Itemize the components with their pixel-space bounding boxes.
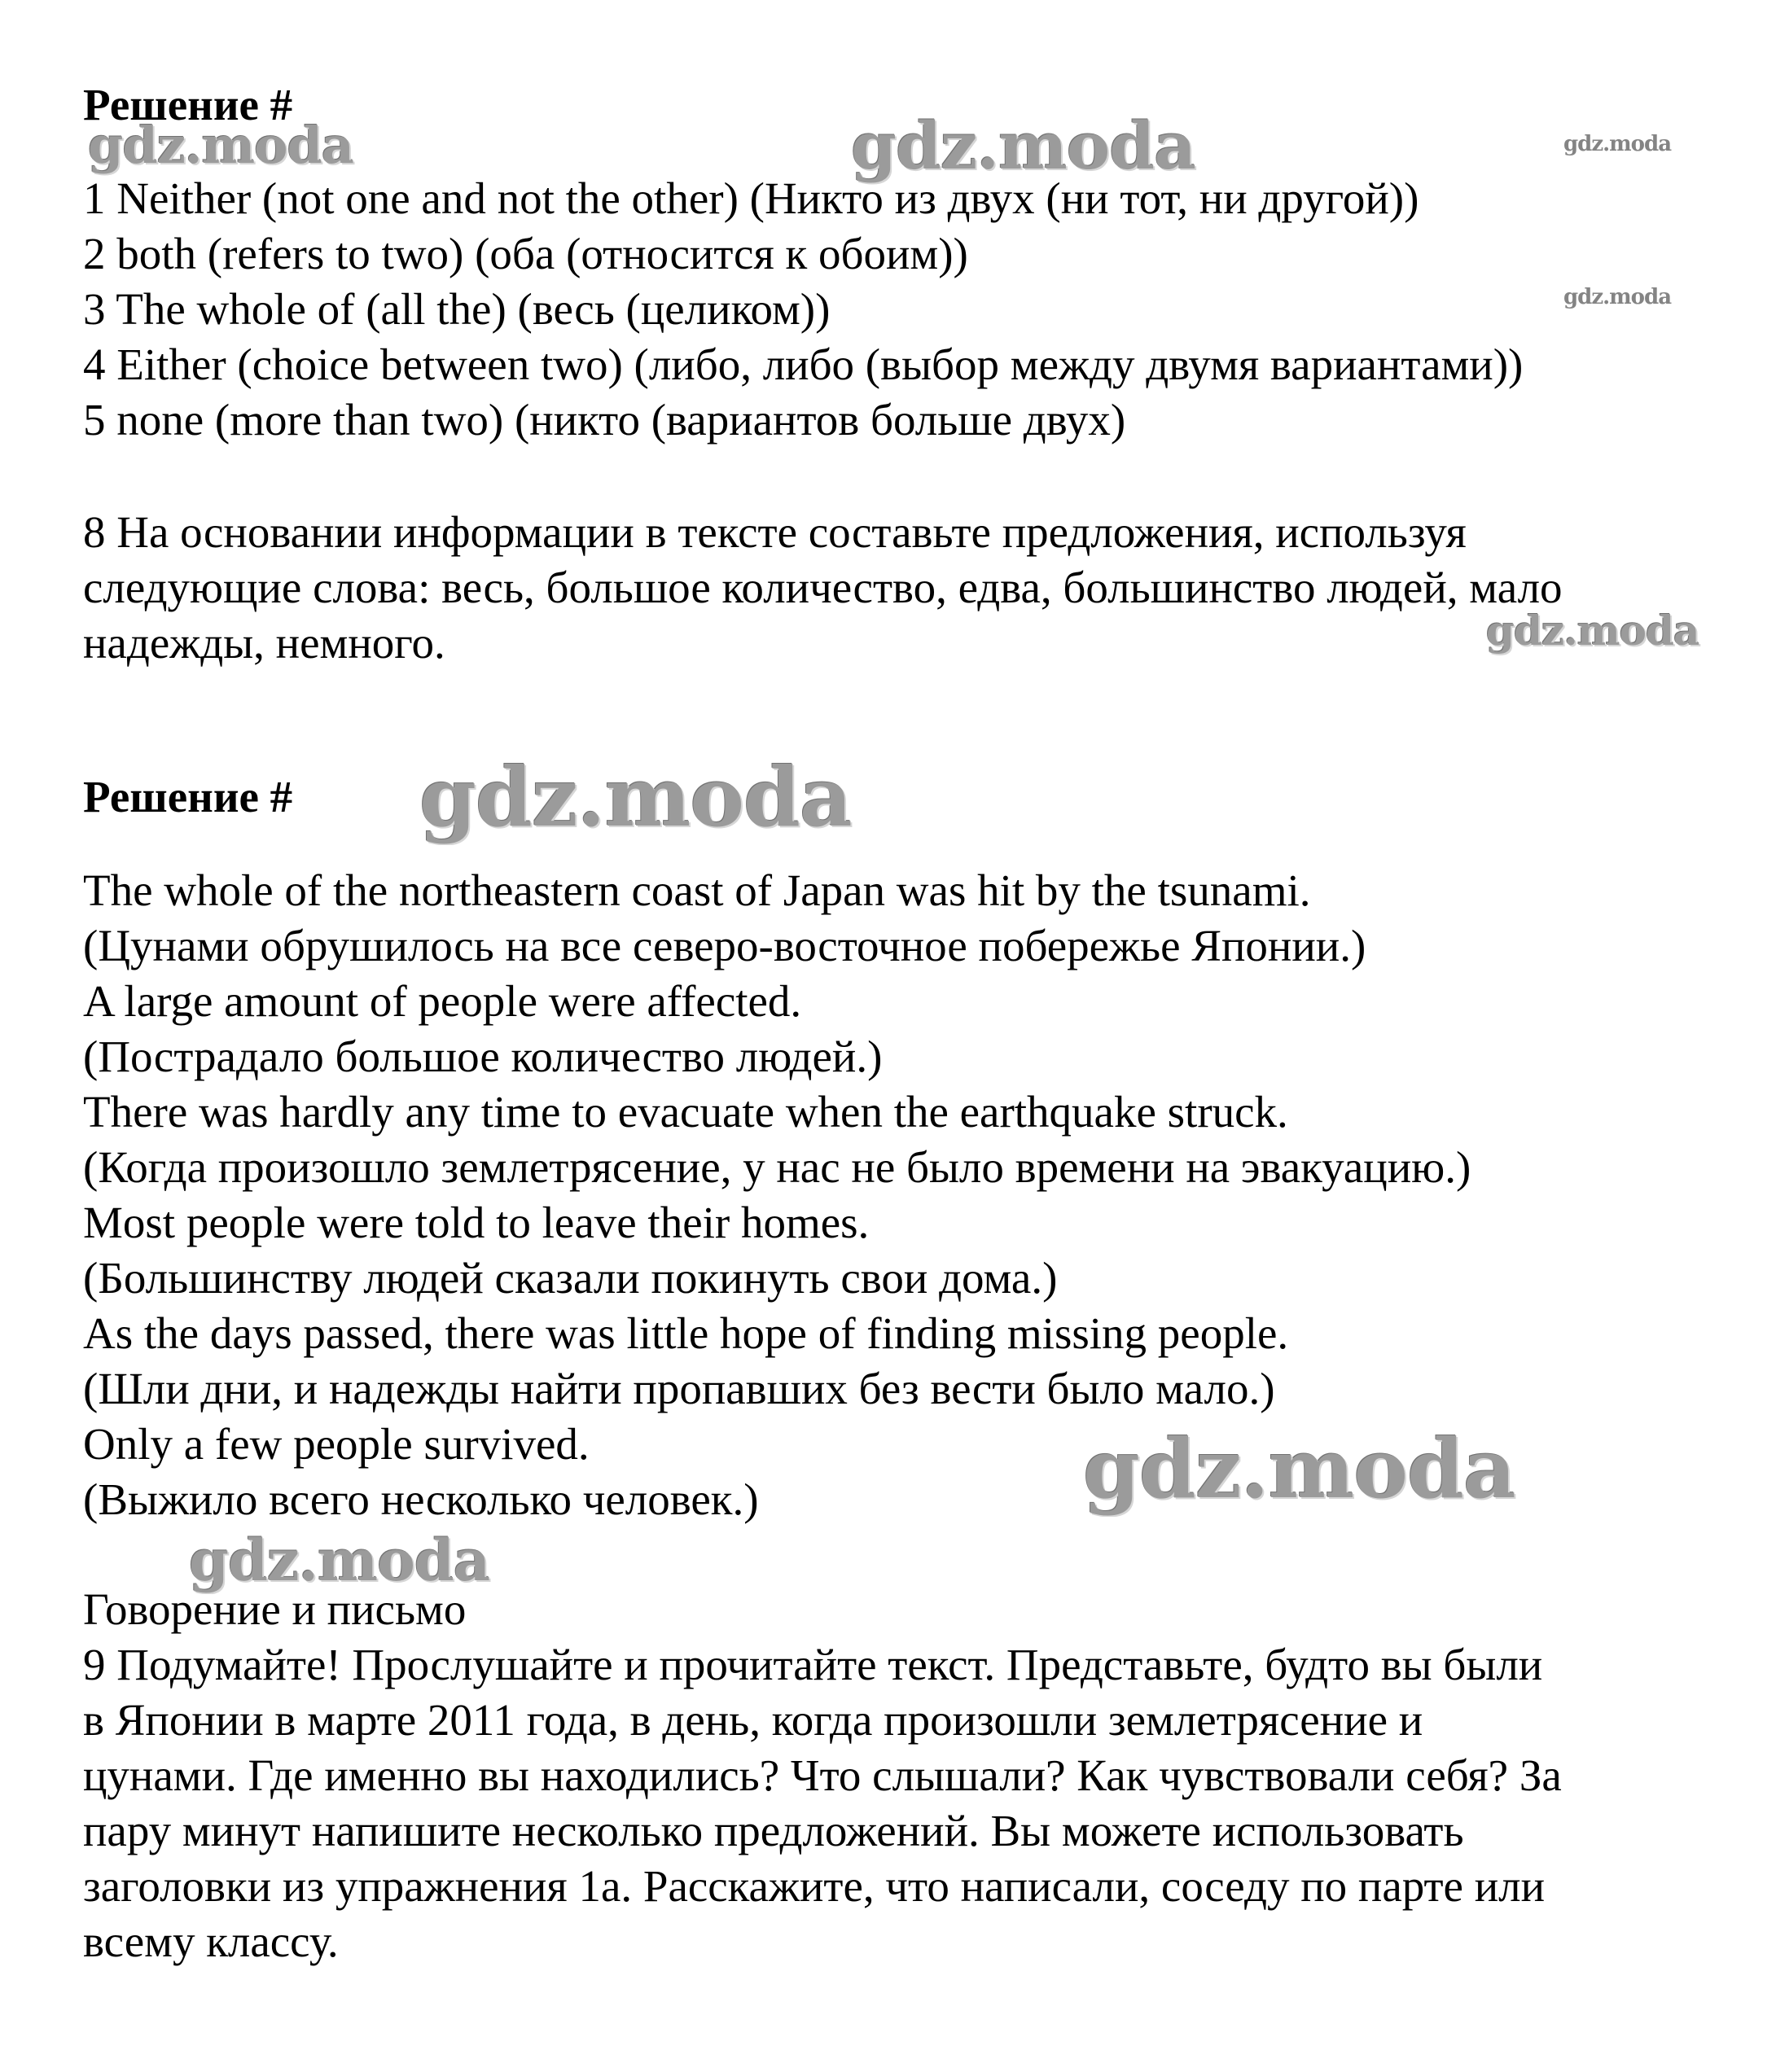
watermark: gdz.moda [88,116,353,175]
sentence-4-ru: (Большинству людей сказали покинуть свои дома.) [83,1253,1058,1303]
sentence-1-en: The whole of the northeastern coast of Japan was hit by the tsunami. [83,865,1311,915]
task9-line-5: заголовки из упражнения 1а. Расскажите, что написали, соседу по парте или [83,1861,1546,1911]
task9-line-4: пару минут напишите несколько предложений. Вы можете использовать [83,1806,1464,1855]
watermark: gdz.moda [1486,607,1699,655]
sentence-6-ru: (Выжило всего несколько человек.) [83,1474,759,1524]
answer-line-3: 3 The whole of (all the) (весь (целиком)) [83,284,831,334]
sentence-3-en: There was hardly any time to evacuate when the earthquake struck. [83,1087,1288,1137]
sentence-5-ru: (Шли дни, и надежды найти пропавших без вести было мало.) [83,1364,1275,1413]
task8-line-3: надежды, немного. [83,618,445,668]
solution-heading-1: Решение # [83,80,293,129]
task9-line-1: 9 Подумайте! Прослушайте и прочитайте текст. Представьте, будто вы были [83,1640,1543,1689]
watermark: gdz.moda [1563,132,1672,156]
task8-line-2: следующие слова: весь, большое количество, едва, большинство людей, мало [83,563,1563,612]
sentence-6-en: Only a few people survived. [83,1419,590,1469]
answer-line-1: 1 Neither (not one and not the other) (Никто из двух (ни тот, ни другой)) [83,173,1419,223]
section-title: Говорение и письмо [83,1584,467,1634]
answer-line-2: 2 both (refers to two) (оба (относится к обоим)) [83,229,968,278]
watermark: gdz.moda [189,1527,490,1594]
sentence-5-en: As the days passed, there was little hope of finding missing people. [83,1308,1289,1358]
sentence-2-en: A large amount of people were affected. [83,976,802,1026]
task8-line-1: 8 На основании информации в тексте составьте предложения, используя [83,507,1467,557]
watermark: gdz.moda [1083,1421,1515,1517]
answer-line-4: 4 Either (choice between two) (либо, либо (выбор между двумя вариантами)) [83,339,1524,389]
sentence-4-en: Most people were told to leave their homes. [83,1198,870,1247]
watermark: gdz.moda [419,749,852,845]
sentence-1-ru: (Цунами обрушилось на все северо-восточное побережье Японии.) [83,921,1366,970]
sentence-2-ru: (Пострадало большое количество людей.) [83,1032,883,1081]
watermark: gdz.moda [1563,285,1672,309]
task9-line-2: в Японии в марте 2011 года, в день, когда произошли землетрясение и [83,1695,1423,1745]
answer-line-5: 5 none (more than two) (никто (вариантов больше двух) [83,395,1126,445]
solution-heading-2: Решение # [83,772,293,821]
watermark: gdz.moda [851,107,1195,184]
task9-line-3: цунами. Где именно вы находились? Что слышали? Как чувствовали себя? За [83,1750,1562,1800]
sentence-3-ru: (Когда произошло землетрясение, у нас не было времени на эвакуацию.) [83,1142,1471,1192]
task9-line-6: всему классу. [83,1916,339,1966]
